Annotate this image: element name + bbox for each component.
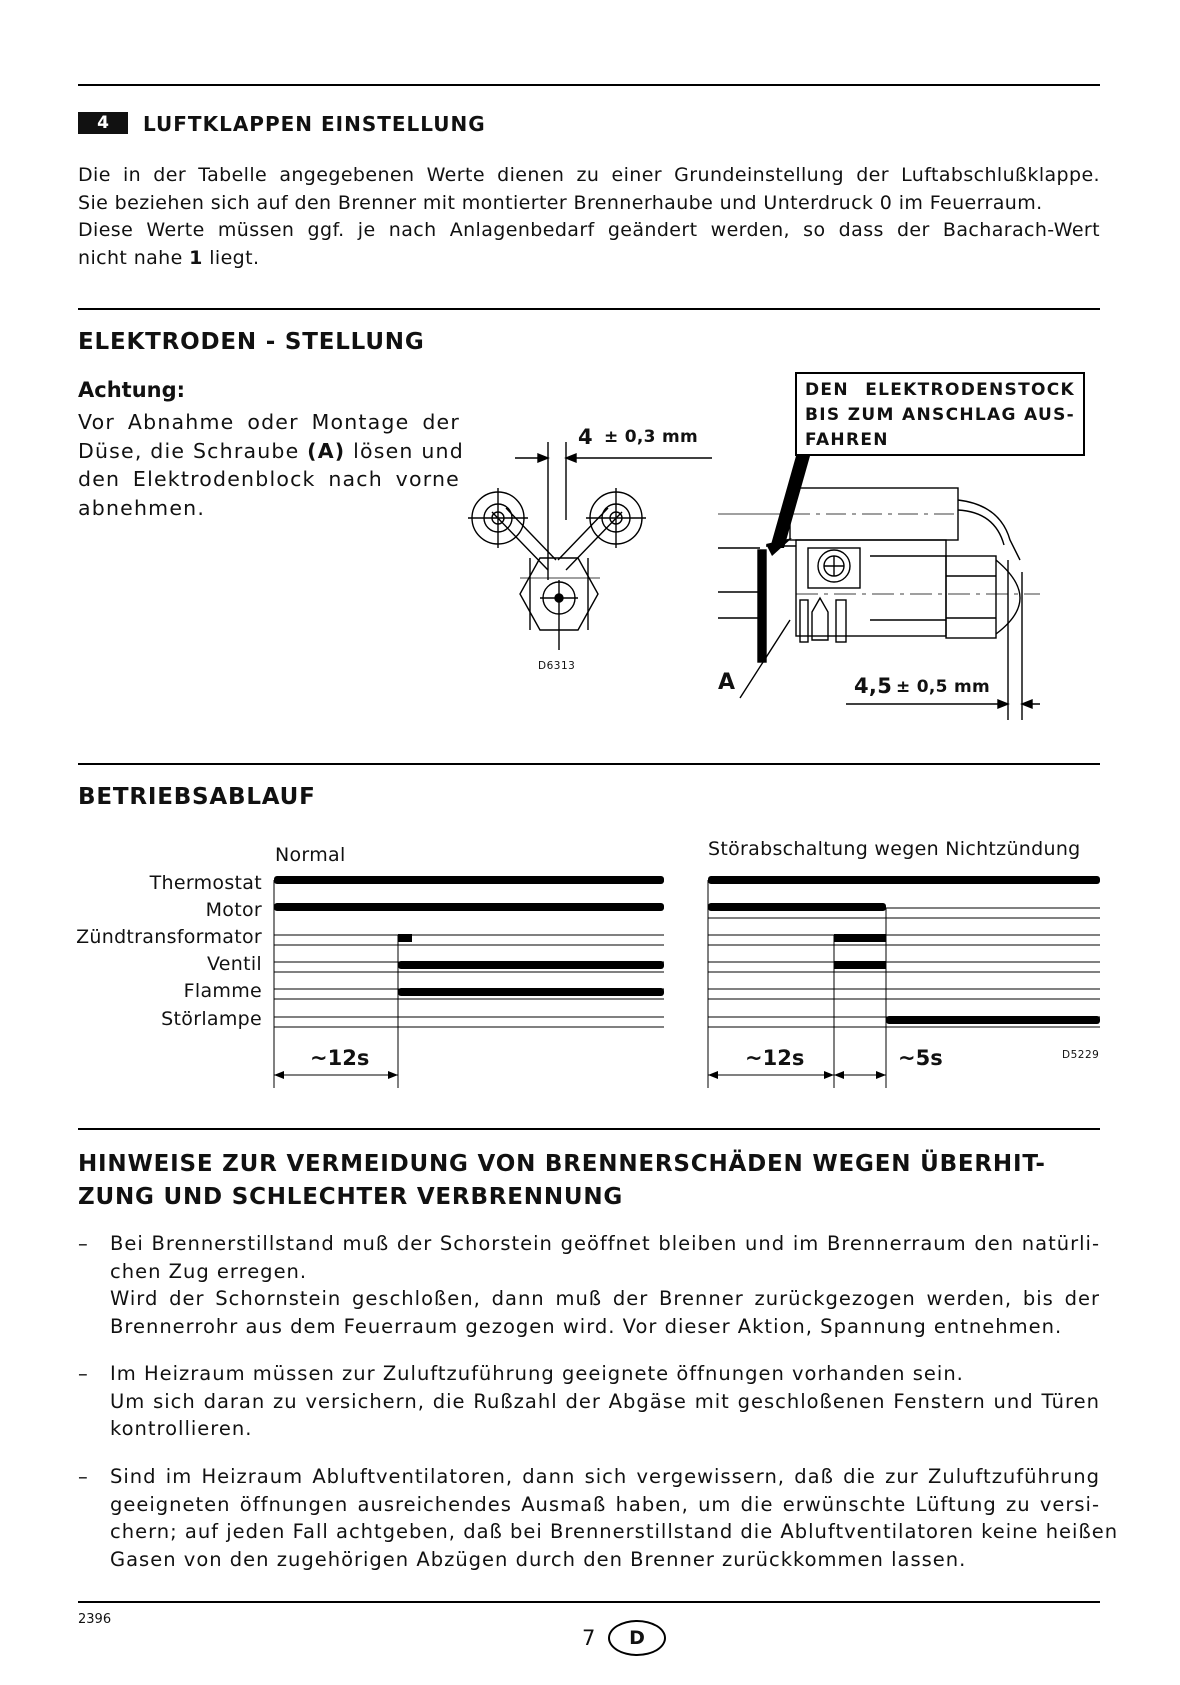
title-line: HINWEISE ZUR VERMEIDUNG VON BRENNERSCHÄDEN WEGEN ÜBERHIT- xyxy=(78,1151,1046,1177)
section-title-luftklappen: LUFTKLAPPEN EINSTELLUNG xyxy=(143,112,486,136)
bacharach-value: 1 xyxy=(189,246,203,269)
section-title-betriebsablauf: BETRIEBSABLAUF xyxy=(78,784,316,810)
paragraph-text: nicht nahe xyxy=(78,246,190,269)
note-line: BIS ZUM ANSCHLAG AUS- xyxy=(805,405,1075,425)
warning-text xyxy=(78,408,464,522)
note-item xyxy=(78,1463,1119,1573)
drawing-code: D5229 xyxy=(1062,1049,1100,1061)
bullet-dash: – xyxy=(78,1465,89,1488)
title-line: ZUNG UND SCHLECHTER VERBRENNUNG xyxy=(78,1184,624,1210)
note-line: Gasen von den zugehörigen Abzügen durch den Brenner zurückkommen lassen. xyxy=(110,1547,967,1571)
dimension-tolerance: ± 0,3 mm xyxy=(604,427,699,447)
note-line: Um sich daran zu versichern, die Rußzahl der Abgäse mit geschloßenen Fenstern und Türen xyxy=(110,1389,1100,1413)
normal-duration: ~12s xyxy=(310,1046,370,1070)
note-line: FAHREN xyxy=(805,430,889,450)
warning-text-part: Düse, die Schraube xyxy=(78,438,308,463)
luftklappen-paragraph xyxy=(78,162,1100,272)
note-line: kontrollieren. xyxy=(110,1417,253,1440)
paragraph-line xyxy=(78,245,1100,273)
language-badge: D xyxy=(608,1620,666,1656)
note-line: Wird der Schornstein geschloßen, dann muß der Brenner zurückgezogen werden, bis der xyxy=(110,1287,1100,1310)
section-title-elektroden: ELEKTRODEN - STELLUNG xyxy=(78,329,425,355)
fault-caption: Störabschaltung wegen Nichtzündung xyxy=(708,838,1081,860)
normal-caption: Normal xyxy=(275,844,346,866)
dimension-value: 4,5 xyxy=(854,674,893,698)
section-rule xyxy=(78,308,1100,310)
fault-duration-shutdown: ~5s xyxy=(898,1046,943,1070)
row-label-ventil: Ventil xyxy=(206,953,262,975)
row-label-stoerlampe: Störlampe xyxy=(161,1008,262,1030)
warning-line xyxy=(78,437,464,466)
note-line: DEN ELEKTRODENSTOCK xyxy=(805,380,1075,400)
section-rule xyxy=(78,763,1100,765)
paragraph-text: liegt. xyxy=(202,246,260,269)
row-label-flamme: Flamme xyxy=(183,980,262,1002)
warning-line: Vor Abnahme oder Montage der xyxy=(78,410,460,434)
note-item xyxy=(78,1360,1100,1443)
warning-line: abnehmen. xyxy=(78,495,206,520)
note-line: Bei Brennerstillstand muß der Schorstein geöffnet bleiben und im Brennerraum den natürli- xyxy=(110,1232,1100,1255)
note-line: chern; auf jeden Fall achtgeben, daß bei Brennerstillstand die Abluftventilatoren keine heißen xyxy=(110,1520,1119,1543)
screw-label: A xyxy=(718,670,736,695)
paragraph-line: Diese Werte müssen ggf. je nach Anlagenbedarf geändert werden, so dass der Bacharach-Wert xyxy=(78,219,1100,241)
dimension-tolerance: ± 0,5 mm xyxy=(896,677,991,697)
row-label-motor: Motor xyxy=(205,899,262,921)
note-item xyxy=(78,1230,1100,1340)
row-label-thermostat: Thermostat xyxy=(149,872,262,894)
document-code: 2396 xyxy=(78,1612,112,1627)
section-rule xyxy=(78,1128,1100,1130)
drawing-code: D6313 xyxy=(538,660,576,672)
page-number: 7 xyxy=(582,1626,596,1650)
paragraph-line: Die in der Tabelle angegebenen Werte dienen zu einer Grundeinstellung der Luftabschlußklappe. xyxy=(78,164,1100,186)
bullet-dash: – xyxy=(78,1232,89,1255)
warning-title: Achtung: xyxy=(78,378,186,402)
note-line: chen Zug erregen. xyxy=(110,1259,308,1283)
note-line: Brennerrohr aus dem Feuerraum gezogen wird. Vor dieser Aktion, Spannung entnehmen. xyxy=(110,1314,1063,1338)
bullet-dash: – xyxy=(78,1362,89,1385)
section-title-hinweise xyxy=(78,1148,1046,1214)
screw-reference: (A) xyxy=(307,438,346,463)
top-rule xyxy=(78,84,1100,86)
paragraph-line: Sie beziehen sich auf den Brenner mit montierter Brennerhaube und Unterdruck 0 im Feuerraum. xyxy=(78,191,1043,214)
warning-text-part: lösen und xyxy=(345,438,464,463)
note-line: geeigneten öffnungen ausreichendes Ausmaß haben, um die erwünschte Lüftung zu versi- xyxy=(110,1492,1100,1516)
footer-rule xyxy=(78,1601,1100,1603)
dimension-value: 4 xyxy=(578,425,593,449)
warning-line: den Elektrodenblock nach vorne xyxy=(78,467,460,491)
fault-duration-ignition: ~12s xyxy=(745,1046,805,1070)
note-box xyxy=(795,372,1085,456)
row-label-zuendtransformator: Zündtransformator xyxy=(76,926,262,948)
section-number: 4 xyxy=(78,112,128,134)
note-line: Sind im Heizraum Abluftventilatoren, dann sich vergewissern, daß die zur Zuluftzuführung xyxy=(110,1465,1100,1488)
note-line: Im Heizraum müssen zur Zuluftzuführung geeignete öffnungen vorhanden sein. xyxy=(110,1362,964,1385)
